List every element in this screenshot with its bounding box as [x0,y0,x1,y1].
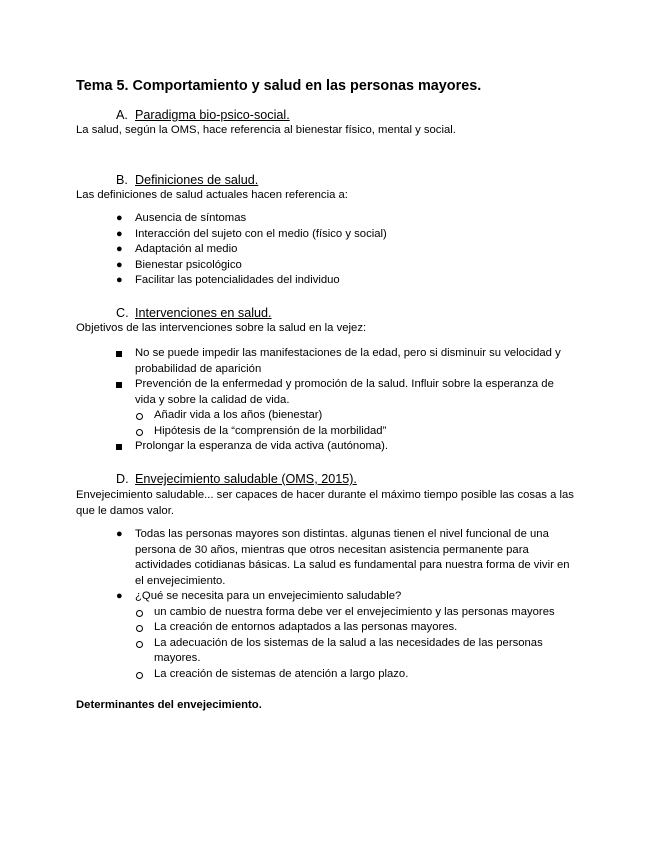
section-a-title: Paradigma bio-psico-social. [135,108,290,122]
section-a-number: A. [116,108,128,122]
section-c-text: Objetivos de las intervenciones sobre la salud en la vejez: [76,322,367,334]
section-b-list [116,211,576,289]
circle-bullet-icon [136,636,148,654]
list-item: ● ¿Qué se necesita para un envejecimiento saludable? [116,589,576,605]
section-d-text: Envejecimiento saludable... ser capaces de hacer durante el máximo tiempo posible las cosas a las que le damos valor. [76,489,574,517]
bullet-icon: ● [116,528,123,540]
list-item: Prevención de la enfermedad y promoción de la salud. Influir sobre la esperanza de vida y sobre la calidad de vida. [116,377,576,408]
section-b-title: Definiciones de salud. [135,173,259,187]
list-item: ● Facilitar las potencialidades del individuo [116,273,576,289]
bullet-icon: ● [116,258,123,271]
section-b-number: B. [116,173,128,187]
sub-list-item: La creación de entornos adaptados a las personas mayores. [116,620,576,636]
section-b-heading [116,172,258,188]
list-item: ● Ausencia de síntomas [116,211,576,227]
section-d-title: Envejecimiento saludable (OMS, 2015). [135,472,357,486]
page-title: Tema 5. Comportamiento y salud en las personas mayores. [76,78,482,94]
section-a-heading [116,107,290,123]
square-bullet-icon [116,346,128,363]
section-d-list [116,527,576,682]
bullet-icon: ● [116,227,123,240]
sub-list-item: Añadir vida a los años (bienestar) [116,408,576,424]
section-c-number: C. [116,306,129,320]
section-a-text: La salud, según la OMS, hace referencia al bienestar físico, mental y social. [76,124,456,136]
section-d-heading [116,471,357,487]
sub-list-item: un cambio de nuestra forma debe ver el envejecimiento y las personas mayores [116,605,576,621]
list-item: ● Adaptación al medio [116,242,576,258]
list-item: ● Todas las personas mayores son distintas. algunas tienen el nivel funcional de una persona de 30 años, mientras que otros necesitan asistencia permanente para actividades cotidianas básicas. La salud es fundamental para nuestra forma de vivir en el envejecimiento. [116,528,570,587]
section-c-title: Intervenciones en salud. [135,306,272,320]
list-item: ● Bienestar psicológico [116,258,576,274]
section-c-list [116,346,576,455]
section-c-heading [116,305,272,321]
list-item: ● Interacción del sujeto con el medio (físico y social) [116,227,576,243]
footer-heading: Determinantes del envejecimiento. [76,699,262,711]
bullet-icon: ● [116,590,123,602]
bullet-icon: ● [116,274,123,286]
sub-list-item: La adecuación de los sistemas de la salud a las necesidades de las personas mayores. [116,636,576,667]
sub-list-item: Hipótesis de la “comprensión de la morbilidad” [116,424,576,440]
square-bullet-icon [116,439,128,456]
circle-bullet-icon [136,667,148,685]
bullet-icon: ● [116,212,123,224]
bullet-icon: ● [116,243,123,255]
square-bullet-icon [116,377,128,394]
sub-list-item: La creación de sistemas de atención a largo plazo. [116,667,576,683]
list-item: No se puede impedir las manifestaciones de la edad, pero si disminuir su velocidad y probabilidad de aparición [116,346,576,377]
section-b-text: Las definiciones de salud actuales hacen referencia a: [76,189,348,201]
section-d-number: D. [116,472,129,486]
list-item: Prolongar la esperanza de vida activa (autónoma). [116,439,576,455]
